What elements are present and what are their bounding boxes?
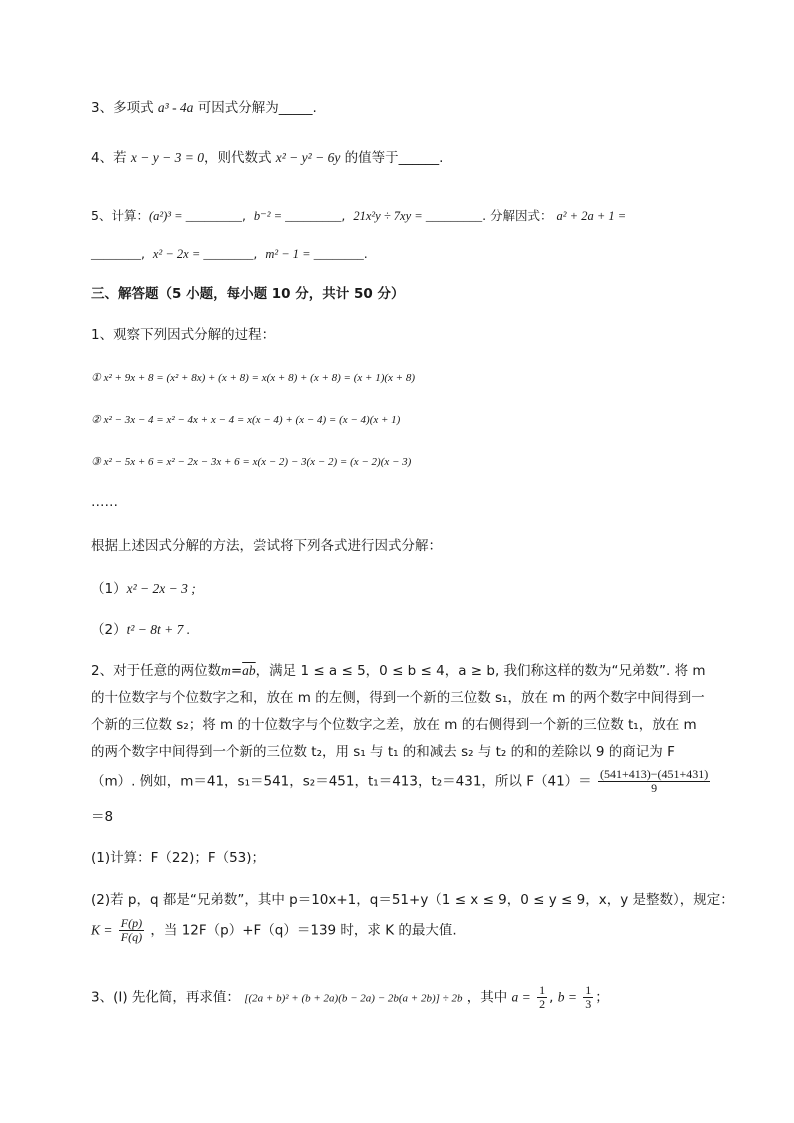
problem-1-intro: 1、观察下列因式分解的过程： [91, 327, 276, 343]
math-expression: (a²)³ = _________ [148, 209, 242, 223]
problem-2-q2: (2)若 p，q 都是“兄弟数”，其中 p＝10x+1，q＝51+y（1 ≤ x ≤ 9，0 ≤ y ≤ 9，x，y 是整数），规定： [91, 892, 734, 908]
math-expression: [(2a + b)² + (b + 2a)(b − 2a) − 2b(a + 2b)] ÷ 2b [244, 992, 463, 1005]
k-fraction: $\frac{F(p)}{F(q)}$ [120, 916, 143, 944]
math-expression: x² − 2x = ________ [152, 247, 254, 261]
problem-1-sub1: （1）x² − 2x − 3 ; [91, 581, 196, 597]
math-expression: b⁻² = _________ [253, 209, 342, 223]
problem-1-sub2: （2）t² − 8t + 7 . [91, 622, 191, 638]
problem-2-line3: 个新的三位数 s₂；将 m 的十位数字与个位数字之差，放在 m 的右侧得到一个新的三位数 t₁，放在 m [91, 717, 697, 733]
b-value-fraction: $\frac{1}{3}$ [585, 983, 592, 1011]
math-expression: x² − 2x − 3 ; [126, 581, 196, 596]
example-fraction: $\frac{(541+413)-(451+431)}{9}$ [599, 767, 709, 795]
fill-question-3: 3、多项式 a³ - 4a 可因式分解为_____. [91, 100, 317, 116]
problem-2-line5: （m）. 例如，m＝41，s₁＝541，s₂＝451，t₁＝413，t₂＝431，所以 F（41）＝ $\frac{(541+413)-(451+431)}{9}$ [91, 767, 709, 795]
math-expression: x² − y² − 6y [275, 150, 341, 165]
fill-question-5-line2: ________, x² − 2x = ________, m² − 1 = ________. [91, 246, 368, 261]
math-expression: t² − 8t + 7 . [126, 622, 191, 637]
problem-2-result: ＝8 [91, 809, 114, 825]
factor-step-1: ① x² + 9x + 8 = (x² + 8x) + (x + 8) = x(x + 8) + (x + 8) = (x + 1)(x + 8) [91, 372, 415, 384]
fill-question-5-line1: 5、计算：(a²)³ = _________, b⁻² = _________, 21x²y ÷ 7xy = _________. 分解因式： a² + 2a + 1 = [91, 208, 627, 223]
problem-1-instruction: 根据上述因式分解的方法，尝试将下列各式进行因式分解： [91, 538, 442, 554]
section-title: 三、解答题（5 小题，每小题 10 分，共计 50 分） [91, 286, 405, 302]
problem-2-line2: 的十位数字与个位数字之和，放在 m 的左侧，得到一个新的三位数 s₁，放在 m 的两个数字中间得到一 [91, 690, 705, 706]
ellipsis: …… [91, 494, 118, 510]
problem-2-q1: (1)计算：F（22)；F（53)； [91, 850, 266, 866]
factor-step-3: ③ x² − 5x + 6 = x² − 2x − 3x + 6 = x(x − 2) − 3(x − 2) = (x − 2)(x − 3) [91, 456, 412, 468]
problem-2-q2-line2: K = $\frac{F(p)}{F(q)}$ ，当 12F（p）+F（q）＝139 时，求 K 的最大值. [91, 916, 457, 944]
math-expression: 21x²y ÷ 7xy = _________ [353, 209, 483, 223]
fill-question-4: 4、若 x − y − 3 = 0，则代数式 x² − y² − 6y 的值等于______. [91, 150, 444, 166]
math-expression: a³ - 4a [157, 100, 194, 115]
factor-step-2: ② x² − 3x − 4 = x² − 4x + x − 4 = x(x − 4) + (x − 4) = (x − 4)(x + 1) [91, 414, 401, 426]
math-expression: m² − 1 = ________ [265, 247, 364, 261]
math-expression: x − y − 3 = 0 [130, 150, 204, 165]
problem-2-line4: 的两个数字中间得到一个新的三位数 t₂，用 s₁ 与 t₁ 的和减去 s₂ 与 t₂ 的和的差除以 9 的商记为 F [91, 744, 675, 760]
problem-3: 3、(Ⅰ) 先化简，再求值： [(2a + b)² + (b + 2a)(b − 2a) − 2b(a + 2b)] ÷ 2b ，其中 a = $\frac{1}{2}$ , b = $\frac{1}{3}$ ； [91, 983, 609, 1011]
problem-2-line1: 2、对于任意的两位数$m=\overline{ab}$，满足 1 ≤ a ≤ 5，0 ≤ b ≤ 4，a ≥ b, 我们称这样的数为“兄弟数”. 将 m [91, 663, 706, 679]
a-value-fraction: $\frac{1}{2}$ [539, 983, 546, 1011]
math-expression: a² + 2a + 1 = [556, 209, 627, 223]
overline-ab: $\overline{ab}$ [242, 663, 256, 678]
